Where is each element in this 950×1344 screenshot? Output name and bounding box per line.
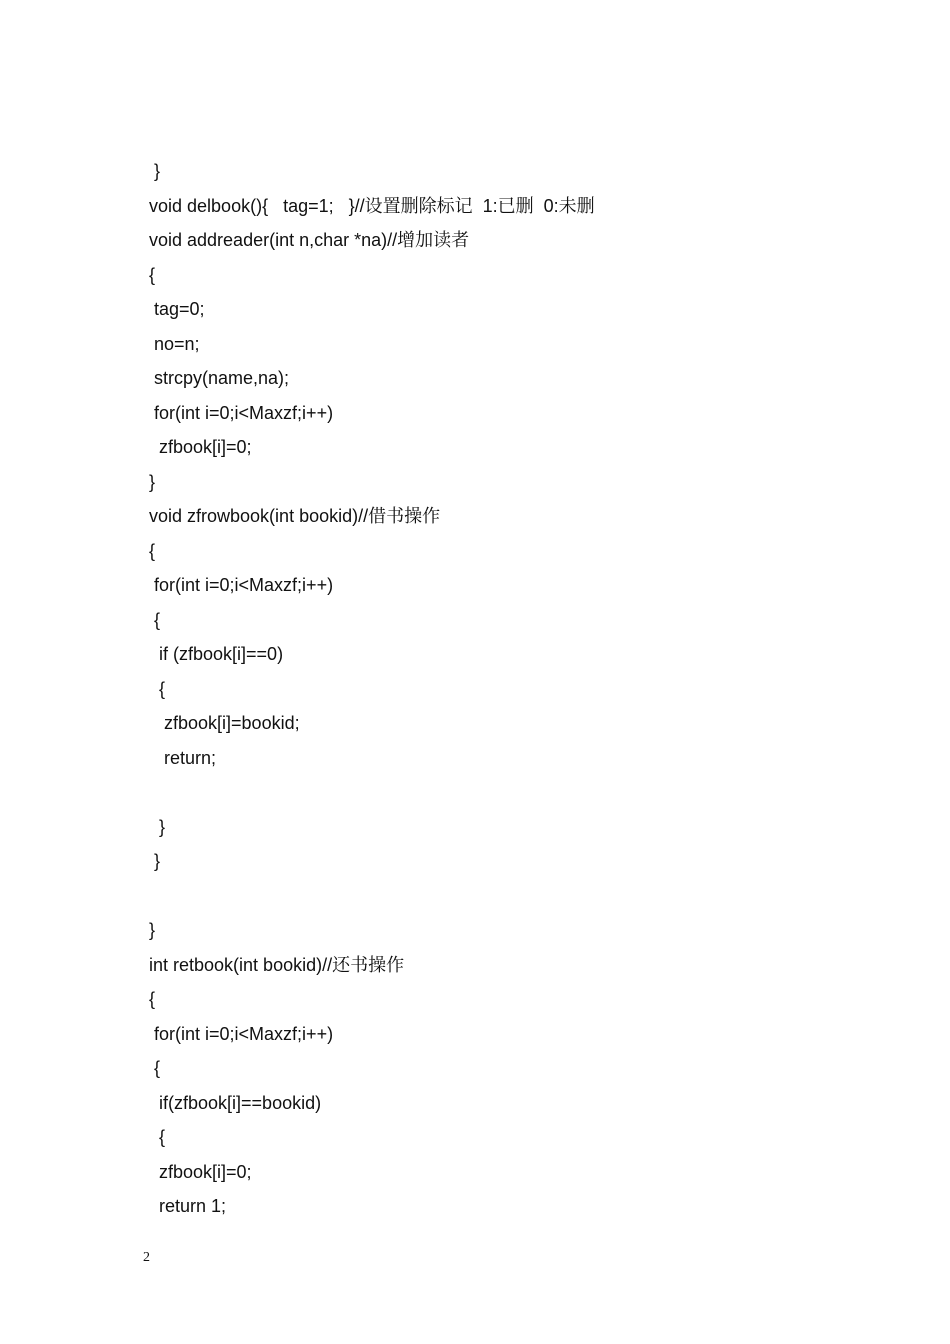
code-line: zfbook[i]=bookid; [149, 713, 300, 733]
code-line: { [149, 678, 166, 699]
code-line: for(int i=0;i<Maxzf;i++) [149, 1023, 334, 1044]
code-line: void addreader(int n,char *na)//增加读者 [149, 230, 470, 250]
code-line: { [149, 1127, 166, 1147]
code-line: { [149, 540, 156, 561]
code-line: } [149, 471, 156, 492]
code-line: for(int i=0;i<Maxzf;i++) [149, 575, 334, 595]
code-line: } [149, 161, 161, 181]
code-line: } [149, 816, 166, 837]
code-line: } [149, 920, 156, 940]
code-line: return; [149, 747, 217, 768]
code-line: zfbook[i]=0; [149, 437, 252, 457]
code-line: { [149, 609, 161, 630]
code-line: return 1; [149, 1196, 227, 1216]
code-line [149, 879, 595, 914]
code-line: if (zfbook[i]==0) [149, 644, 284, 664]
code-line: strcpy(name,na); [149, 368, 290, 388]
code-line: for(int i=0;i<Maxzf;i++) [149, 402, 334, 423]
code-line: { [149, 989, 156, 1009]
code-listing [149, 154, 595, 1224]
page-number: 2 [143, 1250, 150, 1265]
code-line: tag=0; [149, 299, 205, 319]
code-line: void delbook(){ tag=1; }//设置删除标记 1:已删 0:未删 [149, 195, 595, 216]
code-line: } [149, 851, 161, 871]
code-line: no=n; [149, 333, 200, 354]
code-line: { [149, 264, 156, 285]
code-line: void zfrowbook(int bookid)//借书操作 [149, 506, 441, 526]
code-line: { [149, 1058, 161, 1078]
code-line: int retbook(int bookid)//还书操作 [149, 954, 405, 975]
code-line: if(zfbook[i]==bookid) [149, 1092, 322, 1113]
code-line [149, 775, 595, 810]
code-line: zfbook[i]=0; [149, 1161, 252, 1182]
